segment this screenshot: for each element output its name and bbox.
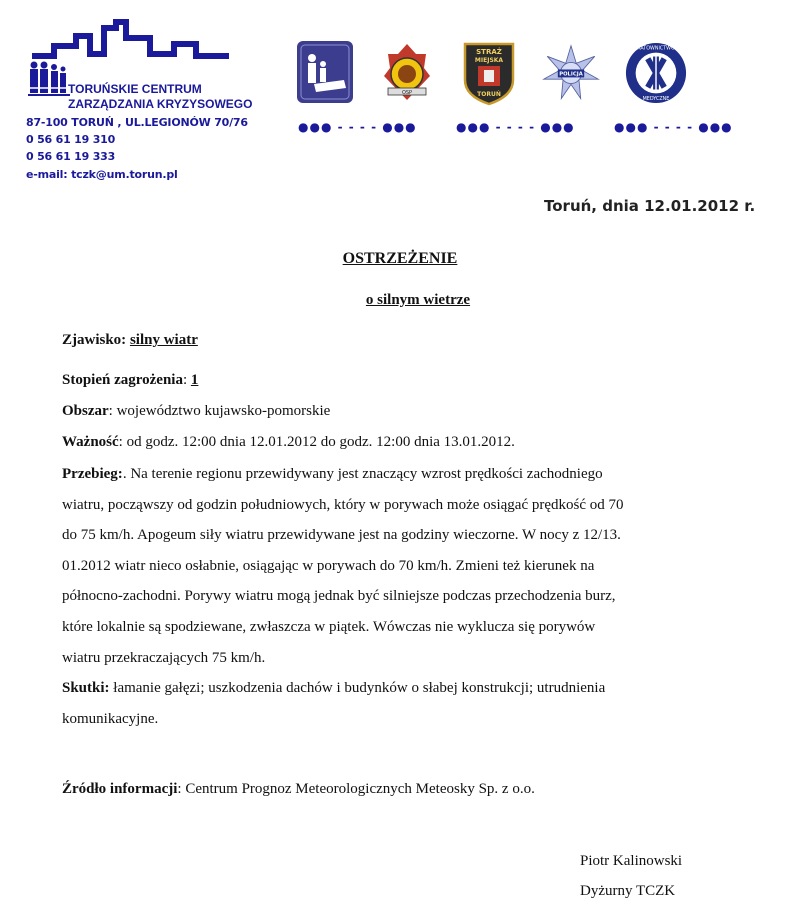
effects-line: komunikacyjne.: [62, 710, 159, 727]
svg-text:MEDYCZNE: MEDYCZNE: [642, 97, 670, 103]
threat-level-row: [62, 372, 198, 389]
org-name-line2: ZARZĄDZANIA KRYZYSOWEGO: [68, 97, 253, 111]
course-line: 01.2012 wiatr nieco osłabnie, osiągając w porywach do 70 km/h. Zmieni też kierunek na: [62, 557, 595, 574]
course-line: północno-zachodni. Porywy wiatru mogą jednak być silniejsze podczas przechodzenia burz,: [62, 588, 616, 605]
course-line: do 75 km/h. Apogeum siły wiatru przewidywane jest na godziny wieczorne. W nocy z 12/13.: [62, 527, 621, 544]
source-row: [62, 781, 535, 798]
document-subtitle: o silnym wietrze: [365, 292, 471, 308]
decorative-dots-3: ●●● - - - - ●●●: [614, 120, 733, 134]
source-label: Źródło informacji: [62, 781, 178, 797]
svg-text:OSP: OSP: [401, 90, 413, 96]
decorative-dots-1: ●●● - - - - ●●●: [298, 120, 417, 134]
course-line: Przebieg:. Na terenie regionu przewidywany jest znaczący wzrost prędkości zachodniego: [62, 466, 603, 482]
document-date: Toruń, dnia 12.01.2012 r.: [544, 197, 756, 215]
area-label: Obszar: [62, 403, 109, 419]
city-guard-emblem: [460, 40, 518, 106]
threat-level-label: Stopień zagrożenia: [62, 372, 183, 388]
medical-rescue-emblem: [624, 40, 688, 106]
phenomenon-label: Zjawisko:: [62, 332, 127, 348]
area-row: [62, 403, 330, 420]
validity-label: Ważność: [62, 434, 119, 450]
org-address: 87-100 TORUŃ , UL.LEGIONÓW 70/76: [26, 116, 248, 129]
validity-row: [62, 434, 515, 451]
effects-line: Skutki: łamanie gałęzi; uszkodzenia dachów i budynków o słabej konstrukcji; utrudnienia: [62, 680, 606, 697]
course-label: Przebieg:: [62, 466, 123, 482]
fire-brigade-emblem: [378, 40, 436, 106]
org-email: e-mail: tczk@um.torun.pl: [26, 168, 178, 181]
threat-level-value: 1: [190, 372, 199, 388]
social-welfare-emblem: [296, 40, 354, 106]
phenomenon-row: [62, 332, 198, 349]
source-value: : Centrum Prognoz Meteorologicznych Meteosky Sp. z o.o.: [177, 781, 535, 797]
effects-label: Skutki:: [62, 680, 110, 697]
course-line: wiatru przekraczających 75 km/h.: [62, 649, 266, 666]
phenomenon-value: silny wiatr: [129, 332, 198, 348]
threat-level-colon: :: [182, 372, 188, 388]
svg-text:POLICJA: POLICJA: [559, 71, 583, 78]
document-title: OSTRZEŻENIE: [342, 250, 458, 267]
signature-name: Piotr Kalinowski: [580, 853, 683, 869]
police-emblem: [542, 40, 600, 106]
course-paragraph: [62, 459, 752, 734]
org-phone-2: 0 56 61 19 333: [26, 150, 116, 163]
svg-text:RATOWNICTWO: RATOWNICTWO: [637, 46, 675, 52]
svg-text:TORUŃ: TORUŃ: [477, 91, 501, 98]
org-name-line1: TORUŃSKIE CENTRUM: [68, 82, 202, 96]
area-value: : województwo kujawsko-pomorskie: [108, 403, 331, 419]
course-line: wiatru, począwszy od godzin południowych, który w porywach może osiągać prędkość od 70: [62, 496, 624, 513]
validity-value: : od godz. 12:00 dnia 12.01.2012 do godz. 12:00 dnia 13.01.2012.: [118, 434, 515, 450]
signature-role: Dyżurny TCZK: [580, 883, 676, 899]
decorative-dots-2: ●●● - - - - ●●●: [456, 120, 575, 134]
svg-text:STRAŻ: STRAŻ: [476, 48, 502, 56]
org-phone-1: 0 56 61 19 310: [26, 133, 116, 146]
course-line: które lokalnie są spodziewane, zwłaszcza w piątek. Wówczas nie wyklucza się porywów: [62, 618, 596, 635]
svg-text:MIEJSKA: MIEJSKA: [474, 57, 504, 64]
